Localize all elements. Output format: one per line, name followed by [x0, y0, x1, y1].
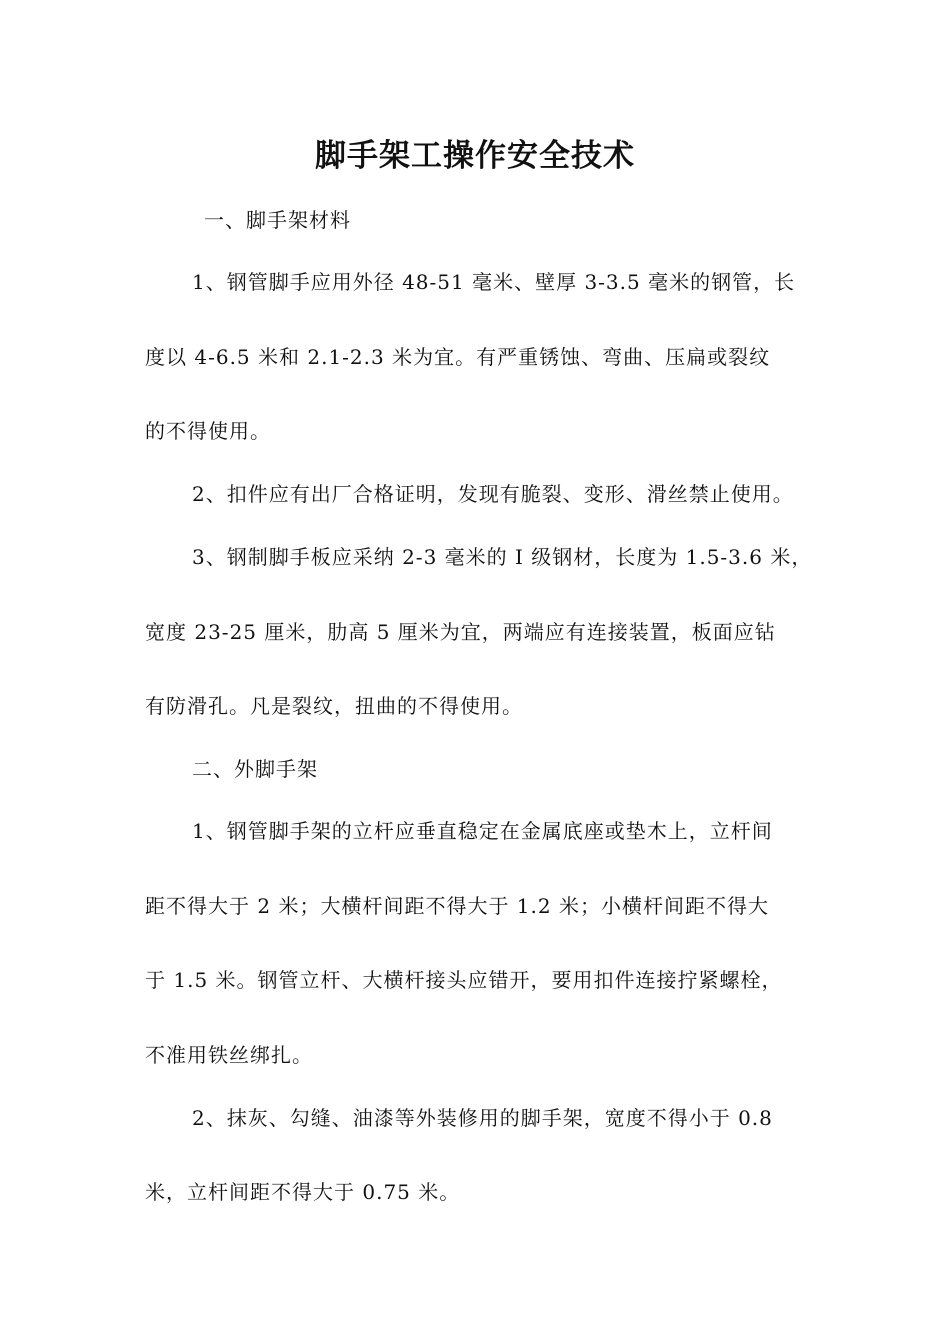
- paragraph-line: 米，立杆间距不得大于 0.75 米。: [145, 1180, 461, 1204]
- paragraph-line: 的不得使用。: [145, 419, 271, 443]
- paragraph-line: 宽度 23-25 厘米，肋高 5 厘米为宜，两端应有连接装置，板面应钻: [145, 620, 776, 644]
- section-heading: 一、脚手架材料: [204, 208, 351, 232]
- paragraph-line: 度以 4-6.5 米和 2.1-2.3 米为宜。有严重锈蚀、弯曲、压扁或裂纹: [145, 345, 771, 369]
- paragraph-line: 距不得大于 2 米；大横杆间距不得大于 1.2 米；小横杆间距不得大: [145, 894, 769, 918]
- paragraph-line: 2、抹灰、勾缝、油漆等外装修用的脚手架，宽度不得小于 0.8: [192, 1106, 773, 1130]
- paragraph-line: 1、钢管脚手架的立杆应垂直稳定在金属底座或垫木上，立杆间: [192, 819, 773, 843]
- paragraph-line: 不准用铁丝绑扎。: [145, 1043, 313, 1067]
- paragraph-line: 于 1.5 米。钢管立杆、大横杆接头应错开，要用扣件连接拧紧螺栓，: [145, 968, 783, 992]
- paragraph-line: 1、钢管脚手应用外径 48-51 毫米、壁厚 3-3.5 毫米的钢管，长: [192, 270, 796, 294]
- paragraph-line: 有防滑孔。凡是裂纹，扭曲的不得使用。: [145, 694, 523, 718]
- document-title: 脚手架工操作安全技术: [315, 138, 635, 174]
- paragraph-line: 2、扣件应有出厂合格证明，发现有脆裂、变形、滑丝禁止使用。: [192, 482, 794, 506]
- section-heading: 二、外脚手架: [192, 757, 318, 781]
- paragraph-line: 3、钢制脚手板应采纳 2-3 毫米的 I 级钢材，长度为 1.5-3.6 米，: [192, 545, 813, 569]
